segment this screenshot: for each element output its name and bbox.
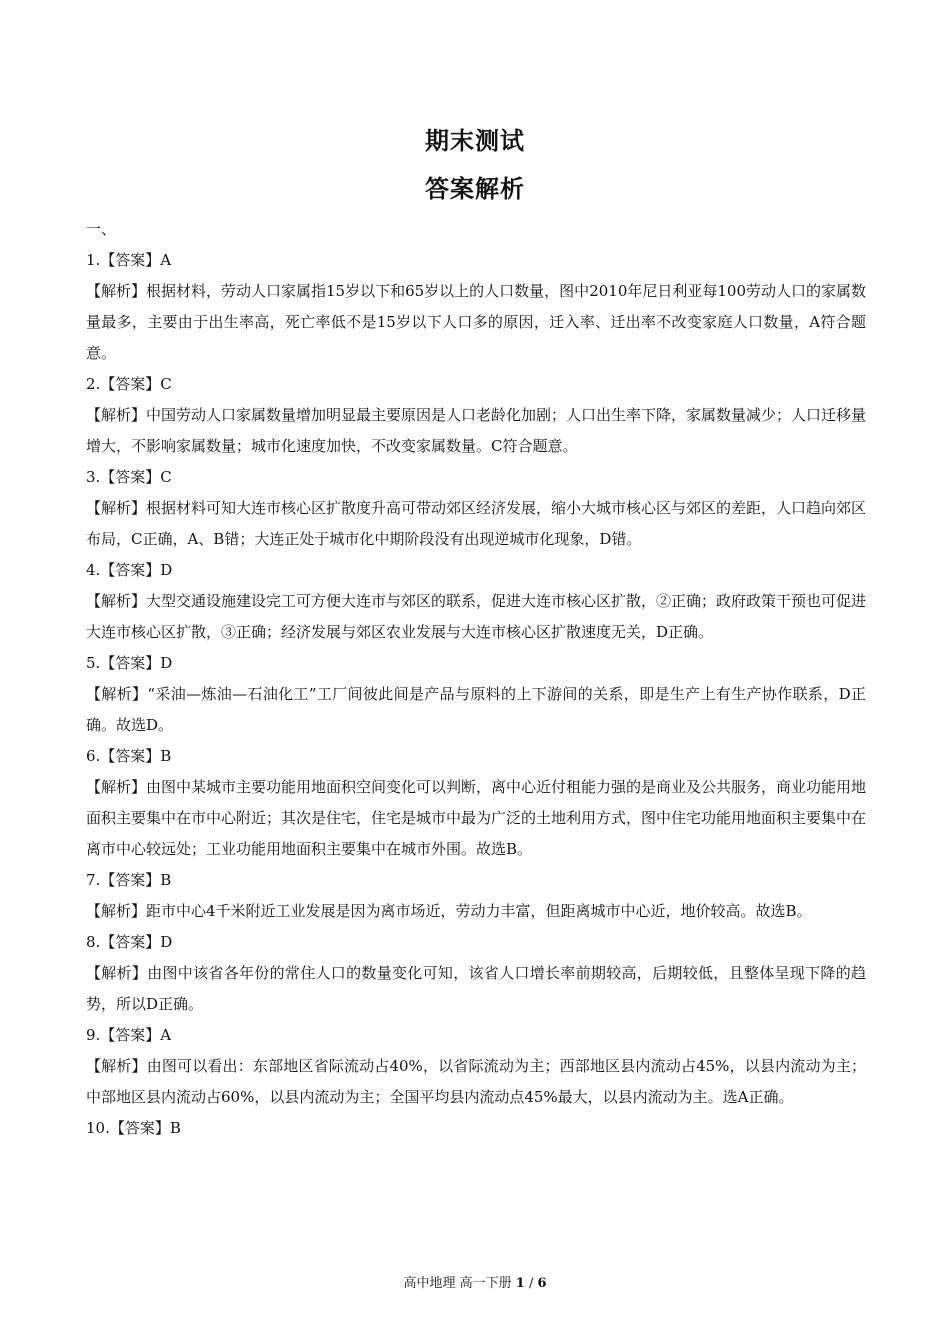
answer-line: 3.【答案】C: [86, 468, 172, 486]
analysis-text: 【解析】中国劳动人口家属数量增加明显最主要原因是人口老龄化加剧；人口出生率下降，家属数量减少；人口迁移量增大，不影响家属数量；城市化速度加快，不改变家属数量。C符合题意。: [86, 406, 867, 455]
answer-line: 8.【答案】D: [86, 933, 173, 951]
page-number-total: 6: [537, 1276, 547, 1291]
answer-line: 4.【答案】D: [86, 561, 173, 579]
answer-item-9: [86, 1020, 866, 1113]
analysis-text: 【解析】根据材料可知大连市核心区扩散度升高可带动郊区经济发展，缩小大城市核心区与郊区的差距，人口趋向郊区布局，C正确，A、B错；大连正处于城市化中期阶段没有出现逆城市化现象，D错。: [86, 499, 867, 548]
answer-item-5: [86, 648, 866, 741]
analysis-text: 【解析】由图可以看出：东部地区省际流动占40%，以省际流动为主；西部地区县内流动占45%，以县内流动为主；中部地区县内流动占60%，以县内流动为主；全国平均县内流动点45%最大，以县内流动为主。选A正确。: [86, 1057, 866, 1106]
answer-line: 5.【答案】D: [86, 654, 173, 672]
answer-item-7: [86, 865, 866, 927]
analysis-text: 【解析】距市中心4千米附近工业发展是因为离市场近，劳动力丰富，但距离城市中心近，地价较高。故选B。: [86, 902, 812, 920]
answer-item-3: [86, 462, 866, 555]
document-subtitle: 答案解析: [425, 175, 525, 203]
footer-subject: 高中地理 高一下册: [403, 1276, 512, 1291]
page-number-separator: /: [524, 1276, 538, 1291]
answer-item-10: [86, 1113, 866, 1144]
analysis-text: 【解析】大型交通设施建设完工可方便大连市与郊区的联系，促进大连市核心区扩散，②正确；政府政策干预也可促进大连市核心区扩散，③正确；经济发展与郊区农业发展与大连市核心区扩散速度无关，D正确。: [86, 592, 867, 641]
analysis-text: 【解析】根据材料，劳动人口家属指15岁以下和65岁以上的人口数量，图中2010年尼日利亚每100劳动人口的家属数量最多，主要由于出生率高，死亡率低不是15岁以下人口多的原因，迁入率、迁出率不改变家庭人口数量，A符合题意。: [86, 282, 866, 362]
analysis-text: 【解析】“采油—炼油—石油化工”工厂间彼此间是产品与原料的上下游间的关系，即是生产上有生产协作联系，D正确。故选D。: [86, 685, 866, 734]
answer-line: 7.【答案】B: [86, 871, 172, 889]
section-label: 一、: [86, 220, 117, 238]
answer-item-2: [86, 369, 866, 462]
answer-line: 10.【答案】B: [86, 1119, 181, 1137]
analysis-text: 【解析】由图中某城市主要功能用地面积空间变化可以判断，离中心近付租能力强的是商业及公共服务，商业功能用地面积主要集中在市中心附近；其次是住宅，住宅是城市中最为广泛的土地利用方式，图中住宅功能用地面积主要集中在离市中心较远处；工业功能用地面积主要集中在城市外围。故选B。: [86, 778, 867, 858]
answer-line: 9.【答案】A: [86, 1026, 172, 1044]
answer-line: 6.【答案】B: [86, 747, 172, 765]
answer-line: 2.【答案】C: [86, 375, 172, 393]
analysis-text: 【解析】由图中该省各年份的常住人口的数量变化可知，该省人口增长率前期较高，后期较低，且整体呈现下降的趋势，所以D正确。: [86, 964, 866, 1013]
page-footer: [0, 1275, 950, 1293]
page-number-current: 1: [515, 1276, 525, 1291]
answer-content: [86, 214, 866, 1144]
answer-line: 1.【答案】A: [86, 251, 172, 269]
answer-item-1: [86, 245, 866, 369]
answer-item-4: [86, 555, 866, 648]
answer-item-8: [86, 927, 866, 1020]
document-title: 期末测试: [425, 127, 525, 155]
answer-item-6: [86, 741, 866, 865]
